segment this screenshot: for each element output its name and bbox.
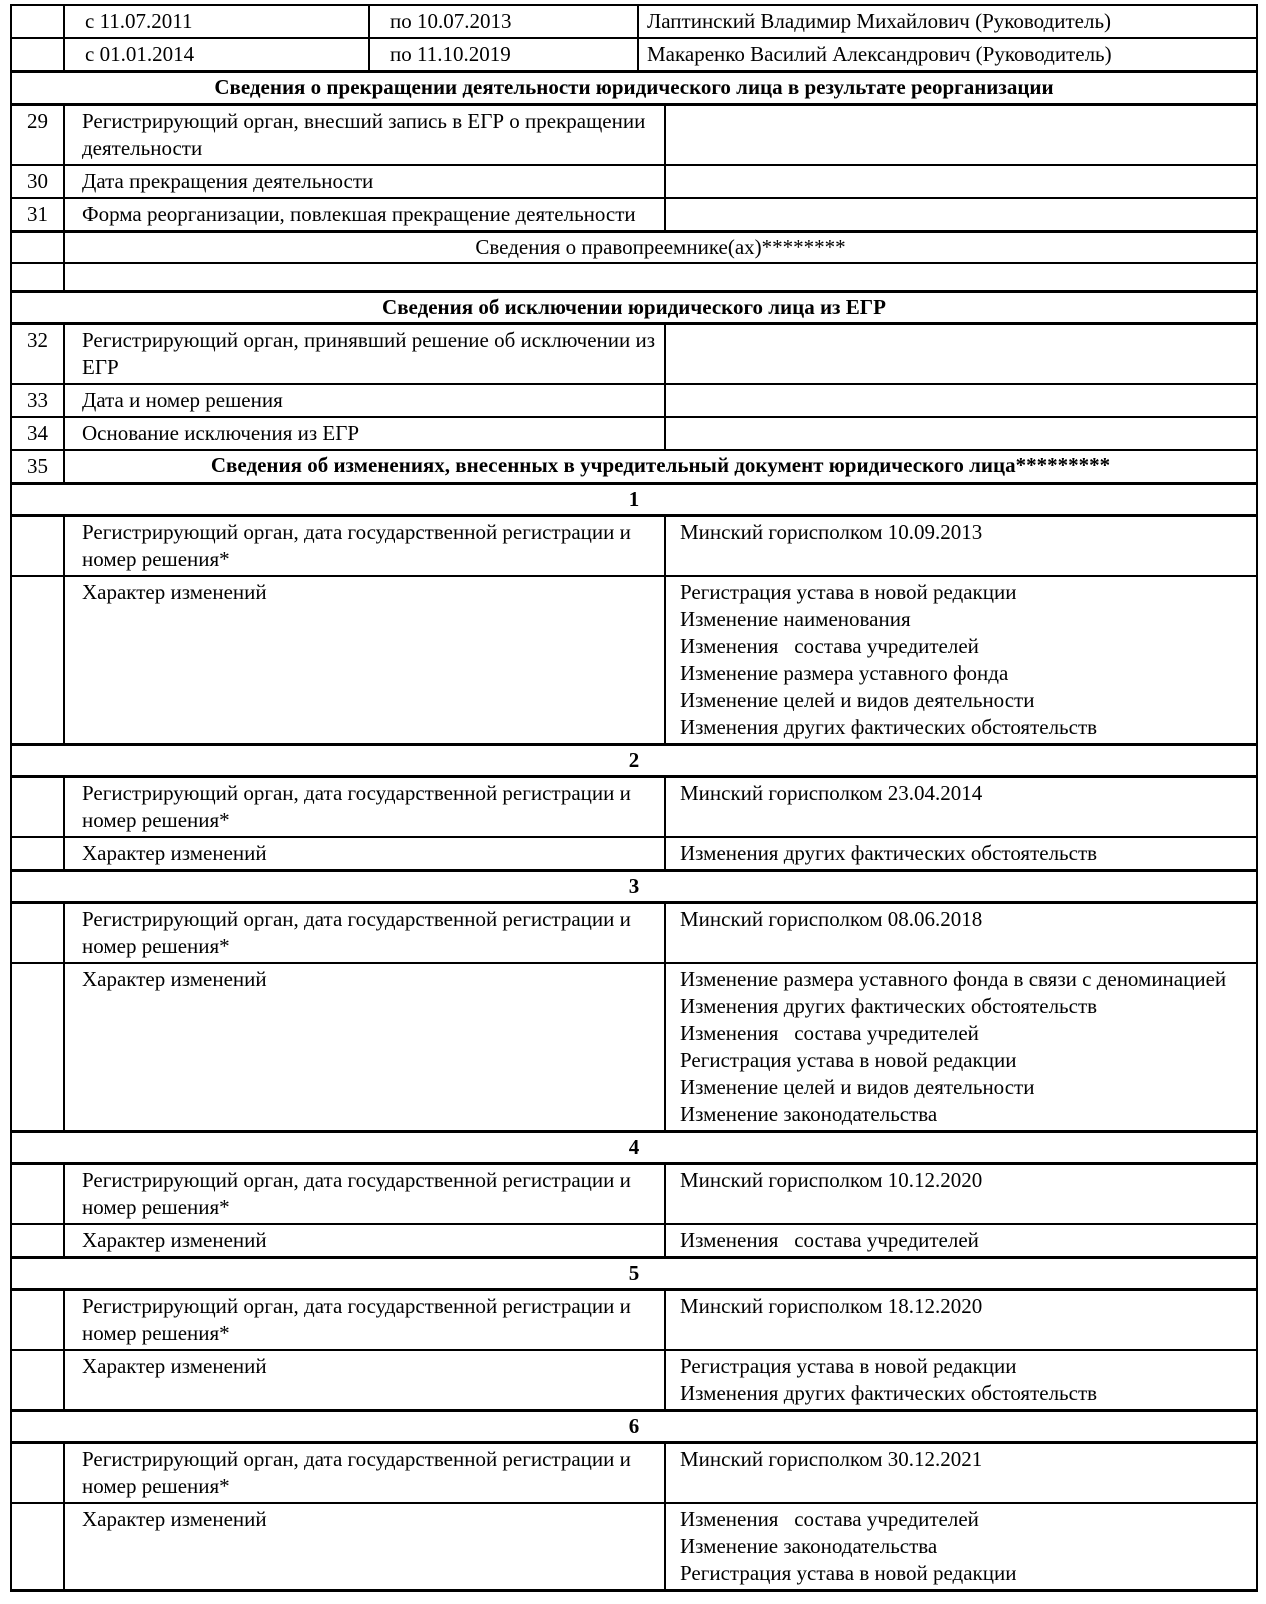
table-row	[11, 198, 1257, 232]
registration-value: Минский горисполком 08.06.2018	[665, 902, 1257, 963]
row-number: 34	[11, 417, 64, 450]
registration-label: Регистрирующий орган, дата государственной регистрации и номер решения*	[64, 1442, 665, 1503]
row-33-value-cell	[665, 384, 1257, 417]
manager-period-to: по 10.07.2013	[369, 5, 638, 38]
registration-label: Регистрирующий орган, дата государственной регистрации и номер решения*	[64, 776, 665, 837]
changes-label: Характер изменений	[64, 1350, 665, 1411]
amendments-section-header: Сведения об изменениях, внесенных в учредительный документ юридического лица*********	[64, 450, 1257, 484]
successor-empty-cell	[64, 263, 1257, 291]
change-line: Изменения состава учредителей	[680, 1506, 979, 1531]
entry-number: 5	[11, 1257, 1257, 1289]
entry-num-cell	[11, 576, 64, 745]
amendments-header-row	[11, 450, 1257, 484]
section-header-row	[11, 72, 1257, 105]
row-31-label: Форма реорганизации, повлекшая прекращение деятельности	[64, 198, 665, 232]
row-number: 31	[11, 198, 64, 232]
entry-number-row	[11, 483, 1257, 515]
changes-value-cell	[665, 576, 1257, 745]
registration-value: Минский горисполком 10.09.2013	[665, 515, 1257, 576]
entry-changes-row	[11, 837, 1257, 871]
entry-num-cell	[11, 1503, 64, 1591]
row-33-label: Дата и номер решения	[64, 384, 665, 417]
row-number: 29	[11, 105, 64, 166]
row-30-label: Дата прекращения деятельности	[64, 165, 665, 198]
entry-number-row	[11, 1131, 1257, 1163]
change-line: Изменение наименования	[680, 606, 911, 631]
entry-num-cell	[11, 963, 64, 1132]
registry-extract-table	[10, 4, 1258, 1592]
change-line: Изменение размера уставного фонда в связи с деноминацией	[680, 966, 1227, 991]
termination-section-header: Сведения о прекращении деятельности юридического лица в результате реорганизации	[11, 72, 1257, 105]
change-line: Изменения состава учредителей	[680, 633, 979, 658]
table-row	[11, 105, 1257, 166]
entry-number-row	[11, 1410, 1257, 1442]
manager-period-from: с 01.01.2014	[64, 38, 369, 72]
manager-name: Лаптинский Владимир Михайлович (Руководитель)	[638, 5, 1257, 38]
change-line: Регистрация устава в новой редакции	[680, 1353, 1017, 1378]
changes-value-cell	[665, 1224, 1257, 1258]
entry-num-cell	[11, 1163, 64, 1224]
registration-value: Минский горисполком 10.12.2020	[665, 1163, 1257, 1224]
entry-num-cell	[11, 515, 64, 576]
entry-num-cell	[11, 837, 64, 871]
change-line: Изменения других фактических обстоятельств	[680, 840, 1098, 865]
entry-registration-row	[11, 1163, 1257, 1224]
entry-changes-row	[11, 1224, 1257, 1258]
exclusion-section-header: Сведения об исключении юридического лица из ЕГР	[11, 291, 1257, 323]
change-line: Регистрация устава в новой редакции	[680, 579, 1017, 604]
row-number: 30	[11, 165, 64, 198]
table-row	[11, 384, 1257, 417]
entry-changes-row	[11, 963, 1257, 1132]
change-line: Изменение законодательства	[680, 1533, 938, 1558]
successor-num-cell	[11, 232, 64, 264]
entry-registration-row	[11, 515, 1257, 576]
change-line: Регистрация устава в новой редакции	[680, 1047, 1017, 1072]
entry-num-cell	[11, 776, 64, 837]
change-line: Изменения других фактических обстоятельств	[680, 714, 1098, 739]
changes-label: Характер изменений	[64, 963, 665, 1132]
successor-header-row	[11, 232, 1257, 264]
entry-number: 1	[11, 483, 1257, 515]
section-header-row	[11, 291, 1257, 323]
changes-label: Характер изменений	[64, 576, 665, 745]
changes-value-cell	[665, 963, 1257, 1132]
changes-value-cell	[665, 837, 1257, 871]
registration-label: Регистрирующий орган, дата государственной регистрации и номер решения*	[64, 1163, 665, 1224]
changes-value-cell	[665, 1503, 1257, 1591]
entry-number-row	[11, 744, 1257, 776]
entry-changes-row	[11, 1503, 1257, 1591]
changes-label: Характер изменений	[64, 1224, 665, 1258]
registration-value: Минский горисполком 23.04.2014	[665, 776, 1257, 837]
registration-label: Регистрирующий орган, дата государственной регистрации и номер решения*	[64, 1289, 665, 1350]
row-number: 33	[11, 384, 64, 417]
row-number: 32	[11, 323, 64, 384]
successor-empty-num-cell	[11, 263, 64, 291]
successor-header: Сведения о правопреемнике(ах)********	[64, 232, 1257, 264]
entry-number: 4	[11, 1131, 1257, 1163]
entry-registration-row	[11, 1289, 1257, 1350]
row-31-value-cell	[665, 198, 1257, 232]
entry-registration-row	[11, 776, 1257, 837]
row-30-value-cell	[665, 165, 1257, 198]
registration-label: Регистрирующий орган, дата государственной регистрации и номер решения*	[64, 515, 665, 576]
change-line: Изменение целей и видов деятельности	[680, 1074, 1035, 1099]
entry-num-cell	[11, 902, 64, 963]
entry-changes-row	[11, 576, 1257, 745]
entry-num-cell	[11, 1289, 64, 1350]
row-29-value-cell	[665, 105, 1257, 166]
entry-number: 6	[11, 1410, 1257, 1442]
change-line: Изменение целей и видов деятельности	[680, 687, 1035, 712]
manager-row-num-cell	[11, 38, 64, 72]
table-row	[11, 165, 1257, 198]
row-34-value-cell	[665, 417, 1257, 450]
entry-num-cell	[11, 1350, 64, 1411]
registration-value: Минский горисполком 30.12.2021	[665, 1442, 1257, 1503]
manager-period-from: с 11.07.2011	[64, 5, 369, 38]
entry-num-cell	[11, 1442, 64, 1503]
entry-num-cell	[11, 1224, 64, 1258]
table-row	[11, 417, 1257, 450]
manager-row-num-cell	[11, 5, 64, 38]
manager-row	[11, 5, 1257, 38]
change-line: Изменение законодательства	[680, 1101, 938, 1126]
row-number: 35	[11, 450, 64, 484]
entry-registration-row	[11, 902, 1257, 963]
row-29-label: Регистрирующий орган, внесший запись в ЕГР о прекращении деятельности	[64, 105, 665, 166]
change-line: Изменения других фактических обстоятельств	[680, 993, 1098, 1018]
row-32-label: Регистрирующий орган, принявший решение об исключении из ЕГР	[64, 323, 665, 384]
manager-row	[11, 38, 1257, 72]
registration-label: Регистрирующий орган, дата государственной регистрации и номер решения*	[64, 902, 665, 963]
entry-number-row	[11, 870, 1257, 902]
change-line: Изменения состава учредителей	[680, 1020, 979, 1045]
change-line: Изменение размера уставного фонда	[680, 660, 1009, 685]
entry-number-row	[11, 1257, 1257, 1289]
entry-number: 3	[11, 870, 1257, 902]
entry-changes-row	[11, 1350, 1257, 1411]
manager-period-to: по 11.10.2019	[369, 38, 638, 72]
table-row	[11, 323, 1257, 384]
registration-value: Минский горисполком 18.12.2020	[665, 1289, 1257, 1350]
changes-label: Характер изменений	[64, 837, 665, 871]
changes-label: Характер изменений	[64, 1503, 665, 1591]
manager-name: Макаренко Василий Александрович (Руководитель)	[638, 38, 1257, 72]
change-line: Изменения состава учредителей	[680, 1227, 979, 1252]
row-34-label: Основание исключения из ЕГР	[64, 417, 665, 450]
change-line: Регистрация устава в новой редакции	[680, 1560, 1017, 1585]
entry-registration-row	[11, 1442, 1257, 1503]
changes-value-cell	[665, 1350, 1257, 1411]
change-line: Изменения других фактических обстоятельств	[680, 1380, 1098, 1405]
successor-empty-row	[11, 263, 1257, 291]
row-32-value-cell	[665, 323, 1257, 384]
entry-number: 2	[11, 744, 1257, 776]
